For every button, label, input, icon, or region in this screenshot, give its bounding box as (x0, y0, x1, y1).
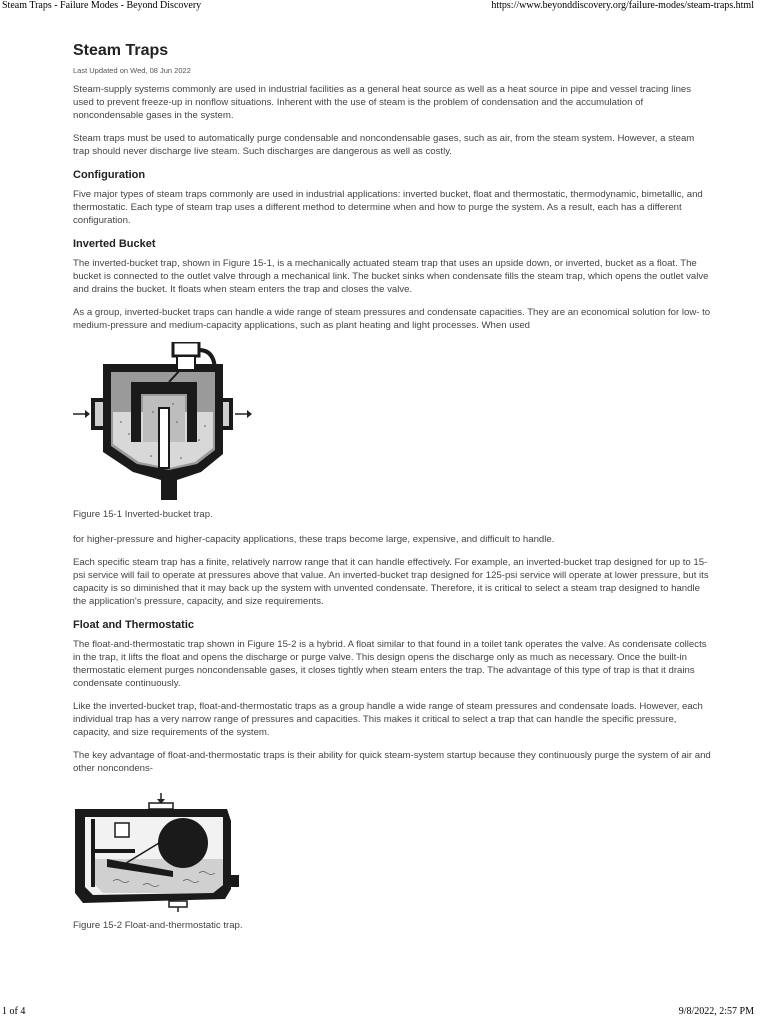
inverted-bucket-trap-diagram (73, 342, 273, 504)
print-header-title: Steam Traps - Failure Modes - Beyond Discovery (2, 0, 202, 11)
inverted-bucket-heading: Inverted Bucket (73, 238, 156, 250)
figure-15-1 (73, 342, 713, 521)
inverted-bucket-paragraph-3: for higher-pressure and higher-capacity applications, these traps become large, expensive, and difficult to handle. (73, 534, 555, 545)
print-timestamp: 9/8/2022, 2:57 PM (678, 1006, 754, 1017)
print-header (0, 0, 768, 12)
figure-15-2 (73, 793, 713, 932)
inverted-bucket-paragraph-4: Each specific steam trap has a finite, relatively narrow range that it can handle effectively. For example, an inverted-bucket trap designed for up to 15-psi service will fail to operate at pressures above that value. An inverted-bucket trap designed for 125-psi service will operate at lower pressure, but its capacity is so diminished that it may back up the system with unvented condensate. Therefore, it is critical to select a steam trap designed to handle the application's pressure, capacity, and size requirements. (73, 557, 709, 607)
article (73, 40, 713, 932)
configuration-paragraph: Five major types of steam traps commonly are used in industrial applications: inverted bucket, float and thermostatic, thermodynamic, bimetallic, and thermostatic. Each type of steam trap uses a different method to determine when and how to purge the system. As a result, each has a different configuration. (73, 189, 703, 226)
page-counter: 1 of 4 (2, 1006, 26, 1017)
float-thermostatic-paragraph-1: The float-and-thermostatic trap shown in Figure 15-2 is a hybrid. A float similar to that found in a toilet tank operates the valve. As condensate collects in the trap, it lifts the float and opens the discharge or purge valve. This design opens the discharge only as much as necessary. Once the built-in thermostatic element purges noncondensable gases, it closes tightly when steam enters the trap. The advantage of this type of trap is that it drains condensate continuously. (73, 639, 707, 689)
configuration-heading: Configuration (73, 169, 146, 181)
figure-15-2-caption: Figure 15-2 Float-and-thermostatic trap. (73, 920, 243, 931)
float-thermostatic-trap-diagram (73, 793, 243, 913)
inverted-bucket-paragraph-1: The inverted-bucket trap, shown in Figure 15-1, is a mechanically actuated steam trap that uses an upside down, or inverted, bucket as a float. The bucket is connected to the outlet valve through a mechanical link. The bucket sinks when condensate fills the steam trap, which opens the outlet valve and drains the bucket. It floats when steam enters the trap and closes the valve. (73, 258, 709, 295)
figure-15-1-caption: Figure 15-1 Inverted-bucket trap. (73, 509, 213, 520)
last-updated: Last Updated on Wed, 08 Jun 2022 (73, 66, 191, 75)
float-thermostatic-paragraph-2: Like the inverted-bucket trap, float-and-thermostatic traps as a group handle a wide range of steam pressures and condensate loads. However, each individual trap has a very narrow range of pressures and capacities. This makes it critical to select a trap that can handle the specific pressure, capacity, and size requirements of the system. (73, 701, 703, 738)
float-thermostatic-paragraph-3: The key advantage of float-and-thermostatic traps is their ability for quick steam-system startup because they continuously purge the system of air and other noncondens- (73, 750, 711, 774)
float-thermostatic-heading: Float and Thermostatic (73, 619, 195, 631)
print-footer (0, 1006, 768, 1018)
intro-paragraph-1: Steam-supply systems commonly are used in industrial facilities as a general heat source as well as a heat source in pipe and vessel tracing lines used to prevent freeze-up in nonflow situations. Inherent with the use of steam is the problem of condensation and the accumulation of noncondensable gases in the system. (73, 84, 692, 121)
print-header-url: https://www.beyonddiscovery.org/failure-modes/steam-traps.html (491, 0, 754, 11)
inverted-bucket-paragraph-2: As a group, inverted-bucket traps can handle a wide range of steam pressures and condensate capacities. They are an economical solution for low- to medium-pressure and medium-capacity applications, such as plant heating and light processes. When used (73, 307, 711, 331)
page-title: Steam Traps (73, 42, 169, 59)
intro-paragraph-2: Steam traps must be used to automatically purge condensable and noncondensable gases, such as air, from the steam system. However, a steam trap should never discharge live steam. Such discharges are dangerous as well as costly. (73, 133, 695, 157)
